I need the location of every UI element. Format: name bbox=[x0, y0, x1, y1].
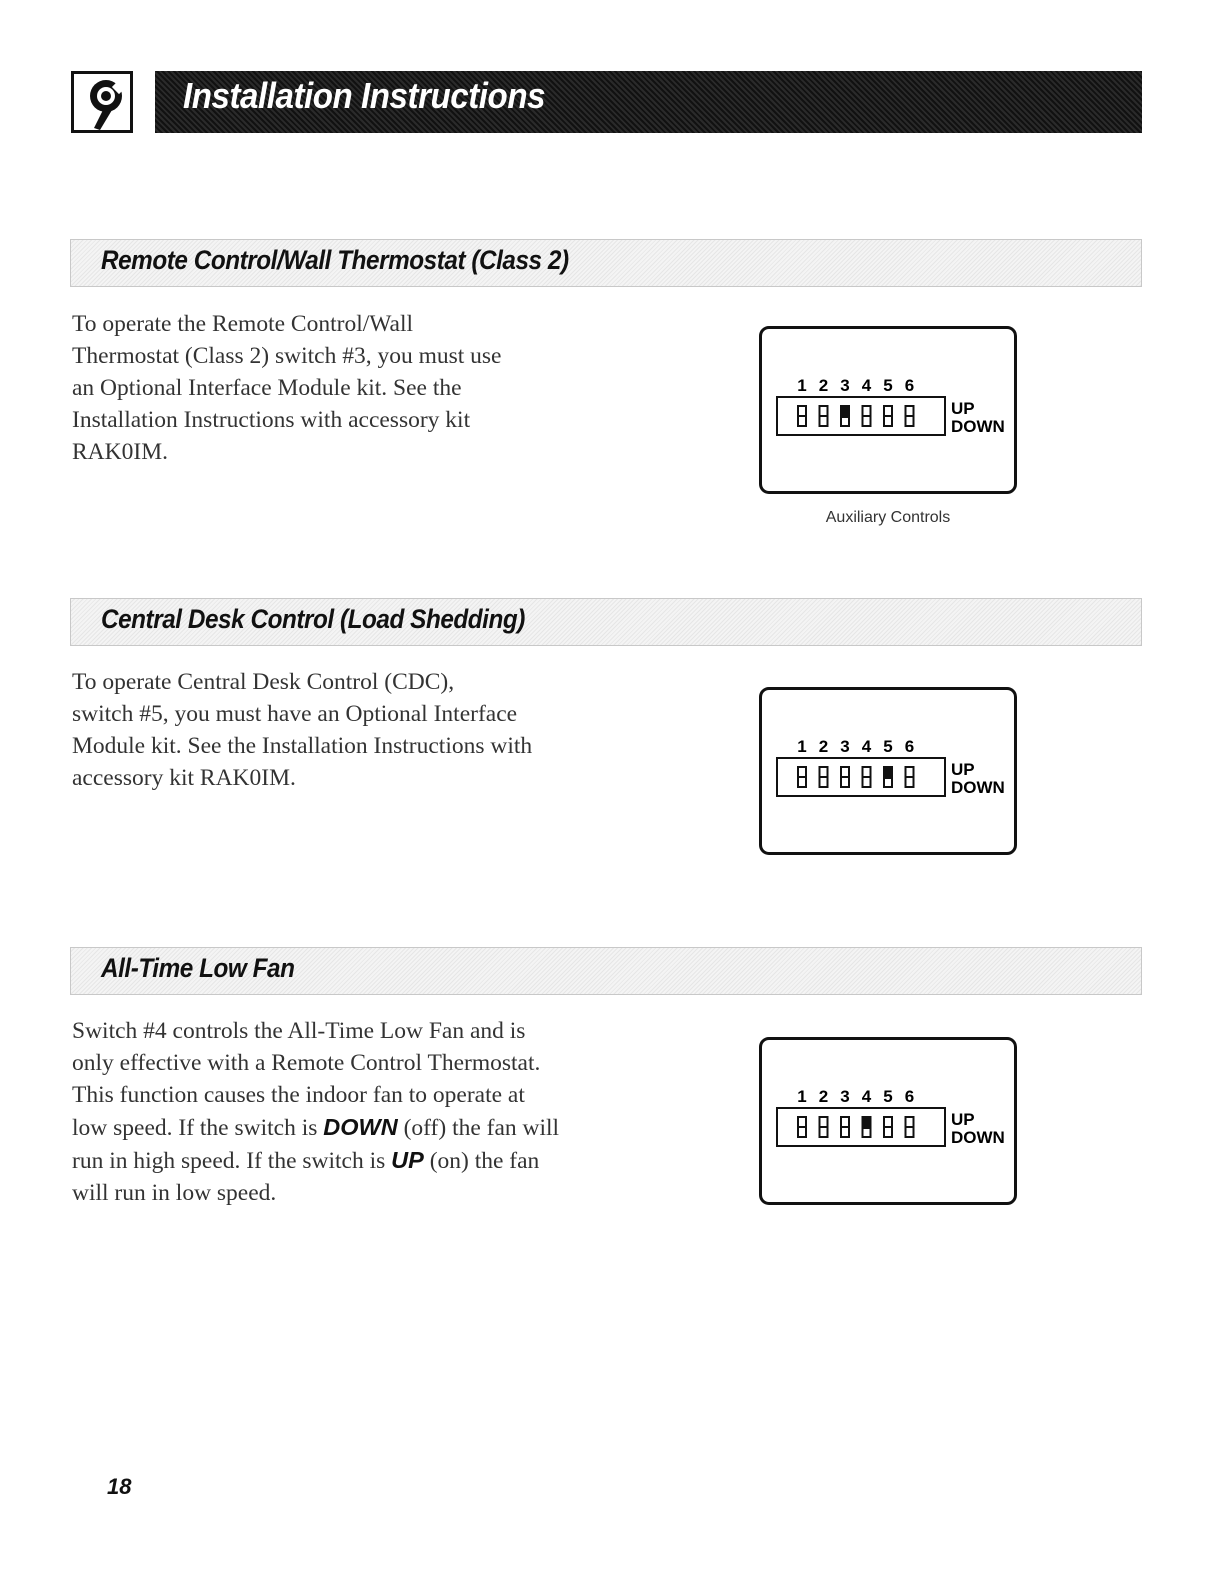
section-header-low-fan bbox=[70, 947, 1142, 995]
section-title: Remote Control/Wall Thermostat (Class 2) bbox=[101, 245, 569, 275]
switch-number: 3 bbox=[840, 376, 850, 395]
switch-number: 2 bbox=[818, 376, 829, 395]
switch-number: 4 bbox=[861, 1087, 872, 1106]
dip-switch-svg bbox=[762, 329, 1014, 491]
down-label: DOWN bbox=[951, 417, 1005, 436]
text-line: To operate the Remote Control/Wall bbox=[72, 311, 414, 337]
text-line: Module kit. See the Installation Instructions with bbox=[72, 733, 533, 759]
switch-number: 1 bbox=[797, 376, 807, 395]
section-body-central-desk bbox=[72, 666, 582, 794]
section-header-central-desk bbox=[70, 598, 1142, 646]
text-line: Switch #4 controls the All-Time Low Fan and is bbox=[72, 1018, 526, 1044]
switch-number: 4 bbox=[861, 376, 872, 395]
switch-toggle-up bbox=[884, 767, 892, 779]
switch-number: 4 bbox=[861, 737, 872, 756]
dip-switch-diagram bbox=[759, 326, 1017, 494]
emphasis-down: DOWN bbox=[323, 1114, 398, 1140]
switch-number: 5 bbox=[883, 376, 893, 395]
text-line: will run in low speed. bbox=[72, 1180, 277, 1206]
text-line: accessory kit RAK0IM. bbox=[72, 765, 296, 791]
dip-switch-svg bbox=[762, 1040, 1014, 1202]
text-line: (off) the fan will bbox=[403, 1115, 560, 1141]
switch-number: 6 bbox=[904, 1087, 915, 1106]
section-body-remote-control bbox=[72, 308, 582, 468]
text-line: Installation Instructions with accessory kit bbox=[72, 407, 471, 433]
text-line: To operate Central Desk Control (CDC), bbox=[72, 669, 455, 695]
section-title: All-Time Low Fan bbox=[101, 953, 295, 983]
text-line: switch #5, you must have an Optional Interface bbox=[72, 701, 518, 727]
section-body-low-fan bbox=[72, 1015, 582, 1209]
dip-switch-svg bbox=[762, 690, 1014, 852]
text-line: RAK0IM. bbox=[72, 439, 168, 465]
switch-toggle-up bbox=[841, 406, 849, 418]
section-header-remote-control bbox=[70, 239, 1142, 287]
page-title: Installation Instructions bbox=[183, 75, 546, 116]
text-line: only effective with a Remote Control Thermostat. bbox=[72, 1050, 541, 1076]
dip-switch-diagram bbox=[759, 1037, 1017, 1205]
switch-toggle-up bbox=[863, 1117, 871, 1129]
text-line: (on) the fan bbox=[429, 1148, 540, 1174]
switch-number: 3 bbox=[840, 1087, 850, 1106]
page-number: 18 bbox=[107, 1474, 132, 1499]
down-label: DOWN bbox=[951, 1128, 1005, 1147]
up-label: UP bbox=[951, 1110, 975, 1129]
switch-number: 6 bbox=[904, 737, 915, 756]
text-line: run in high speed. If the switch is bbox=[72, 1148, 386, 1174]
diagram-caption: Auxiliary Controls bbox=[825, 509, 951, 526]
switch-number: 1 bbox=[797, 737, 807, 756]
switch-number: 2 bbox=[818, 737, 829, 756]
text-line: an Optional Interface Module kit. See the bbox=[72, 375, 462, 401]
header-banner bbox=[155, 71, 1142, 133]
text-line: low speed. If the switch is bbox=[72, 1115, 318, 1141]
down-label: DOWN bbox=[951, 778, 1005, 797]
wrench-icon bbox=[71, 71, 133, 133]
switch-number: 5 bbox=[883, 737, 893, 756]
switch-number: 6 bbox=[904, 376, 915, 395]
up-label: UP bbox=[951, 760, 975, 779]
emphasis-up: UP bbox=[391, 1147, 424, 1173]
dip-switch-diagram bbox=[759, 687, 1017, 855]
switch-number: 3 bbox=[840, 737, 850, 756]
switch-number: 1 bbox=[797, 1087, 807, 1106]
text-line: Thermostat (Class 2) switch #3, you must use bbox=[72, 343, 502, 369]
switch-number: 2 bbox=[818, 1087, 829, 1106]
section-title: Central Desk Control (Load Shedding) bbox=[101, 604, 525, 634]
up-label: UP bbox=[951, 399, 975, 418]
switch-number: 5 bbox=[883, 1087, 893, 1106]
text-line: This function causes the indoor fan to operate at bbox=[72, 1082, 525, 1108]
